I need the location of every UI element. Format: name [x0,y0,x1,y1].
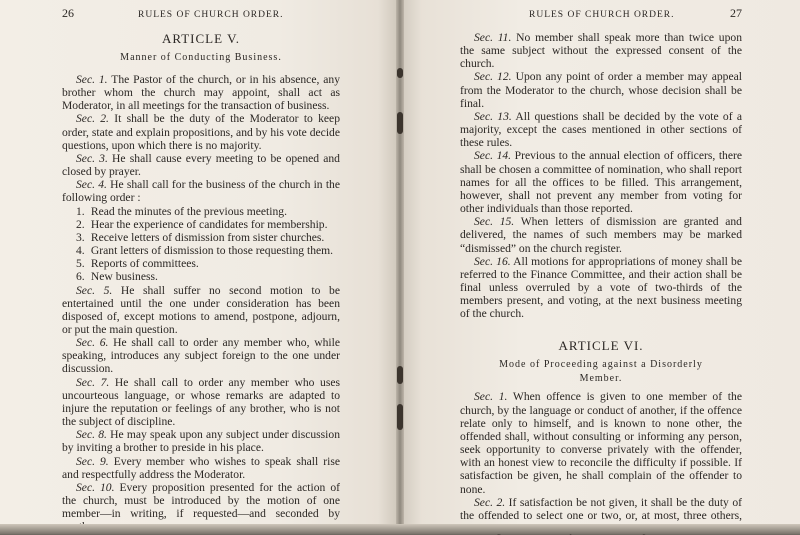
binding-thread [397,366,403,384]
list-item: 2. Hear the experience of candidates for membership. [76,217,328,231]
list-item: 6. New business. [76,270,158,284]
binding-thread [397,404,403,430]
book-gutter [396,0,404,534]
section-text: The Pastor of the church, or in his absence, any brother whom the church may appoint, shall act as Moderator, in all meetings for the transaction of business. [62,73,340,113]
article-title: ARTICLE V. [161,31,241,46]
section-paragraph [62,178,340,204]
section-text: He shall call to order any member who uses uncourteous language, or whose remarks are adapted to injure the reputation or feelings of any brother, who is not the subject of discipline. [62,375,340,429]
section-label: Sec. 7. [76,375,110,389]
section-text: When offence is given to one member of the church, by the language or conduct of another, if the offence relate only to himself, and is known to none other, the offended shall, without consulting or informing any person, seek opportunity to converse privately with the offender, with an honest view to reconcile the difficulty if possible. If satisfaction be given, he shall complain of the offender to none. [460,390,742,496]
section-label: Sec. 4. [76,178,107,192]
section-label: Sec. 9. [76,454,109,468]
section-text: When letters of dismission are granted and delivered, the names of such members may be marked “dismissed” on the church register. [460,215,742,255]
section-text: He may speak upon any subject under discussion by inviting a brother to preside in his place. [62,428,340,455]
section-text: Every member who wishes to speak shall rise and respectfully address the Moderator. [62,454,340,481]
section-text: All questions shall be decided by the vote of a majority, except the cases mentioned in other sections of these rules. [460,109,742,150]
order-of-business-list [62,205,340,284]
right-page [402,0,800,534]
section-text: If satisfaction be not given, it shall be the duty of the offended to select one or two, or, at most, three others, [460,495,742,522]
section-label: Sec. 2. [474,495,506,509]
running-head: RULES OF CHURCH ORDER. [529,10,675,20]
article-title: ARTICLE VI. [558,338,644,354]
section-label: Sec. 1. [474,390,508,404]
section-text: No member shall speak more than twice upon the same subject without the expressed consent of the church. [460,31,742,71]
section-paragraph [62,428,340,454]
section-label: Sec. 5. [76,283,113,297]
list-item: 4. Grant letters of dismission to those requesting them. [76,244,334,258]
section-label: Sec. 1. [76,73,108,86]
section-paragraph [460,70,742,109]
section-text: Previous to the annual election of officers, there shall be chosen a committee of nomination, who shall report names for all the offices to be filled. This arrangement, however, shall not prevent any member from voting for other individuals than those reported. [460,149,742,216]
section-label: Sec. 8. [76,428,107,442]
section-paragraph [62,376,340,429]
left-page [0,0,398,534]
section-text: Every proposition presented for the action of the church, must be introduced by the motion of one member—in writing, if requested—and seconded by [62,480,340,521]
section-text: He shall call to order any member who, while speaking, introduces any subject foreign to the one under discussion. [62,336,340,376]
page-number: 27 [730,6,742,20]
article-subtitle: Manner of Conducting Business. [120,52,282,63]
section-paragraph [460,215,742,254]
section-paragraph [460,110,742,149]
section-label: Sec. 13. [474,109,512,123]
section-label: Sec. 14. [474,149,512,163]
section-text: He shall suffer no second motion to be entertained until the one under consideration has been disposed of, except motions to amend, postpone, adjourn, or put the main question. [62,283,340,336]
section-text: All motions for appropriations of money shall be referred to the Finance Committee, and their action shall be final unless overruled by a vote of two-thirds of the members present, and voting, at the next business meeting of the church. [460,254,742,321]
article-subtitle: Mode of Proceeding against a Disorderly [499,359,703,371]
section-paragraph [62,112,340,151]
section-label: Sec. 16. [474,254,511,268]
section-label: Sec. 10. [76,480,115,494]
binding-thread [397,68,403,78]
section-paragraph [62,73,340,112]
section-text: He shall call for the business of the church in the following order : [62,178,340,205]
article-subtitle: Member. [579,373,623,385]
section-label: Sec. 15. [474,215,515,229]
section-paragraph [460,31,742,70]
list-item: 1. Read the minutes of the previous meeting. [76,204,287,218]
left-page-header [0,8,398,22]
page-number: 26 [62,6,74,20]
right-page-header [402,8,800,22]
running-head: RULES OF CHURCH ORDER. [138,10,284,20]
section-label: Sec. 2. [76,112,109,126]
section-paragraph [460,255,742,321]
section-label: Sec. 6. [76,336,109,350]
section-paragraph [62,336,340,375]
binding-thread [397,112,403,134]
section-text: He shall cause every meeting to be opened and closed by prayer. [62,151,340,179]
section-paragraph [62,455,340,481]
book-bottom-edge [0,524,800,534]
section-paragraph [62,152,340,178]
section-label: Sec. 12. [474,70,512,84]
section-label: Sec. 3. [76,151,108,165]
right-page-body [460,31,742,535]
section-text: Upon any point of order a member may appeal from the Moderator to the church, whose decision shall be final. [460,70,742,110]
left-page-body [62,31,340,533]
section-paragraph [62,284,340,337]
section-label: Sec. 11. [474,31,512,44]
list-item: 3. Receive letters of dismission from sister churches. [76,230,325,244]
section-paragraph [460,390,742,495]
section-text: It shall be the duty of the Moderator to keep order, state and explain propositions, and by his vote decide questions, upon which there is no majority. [62,112,340,152]
list-item: 5. Reports of committees. [76,257,199,271]
section-paragraph [460,149,742,215]
